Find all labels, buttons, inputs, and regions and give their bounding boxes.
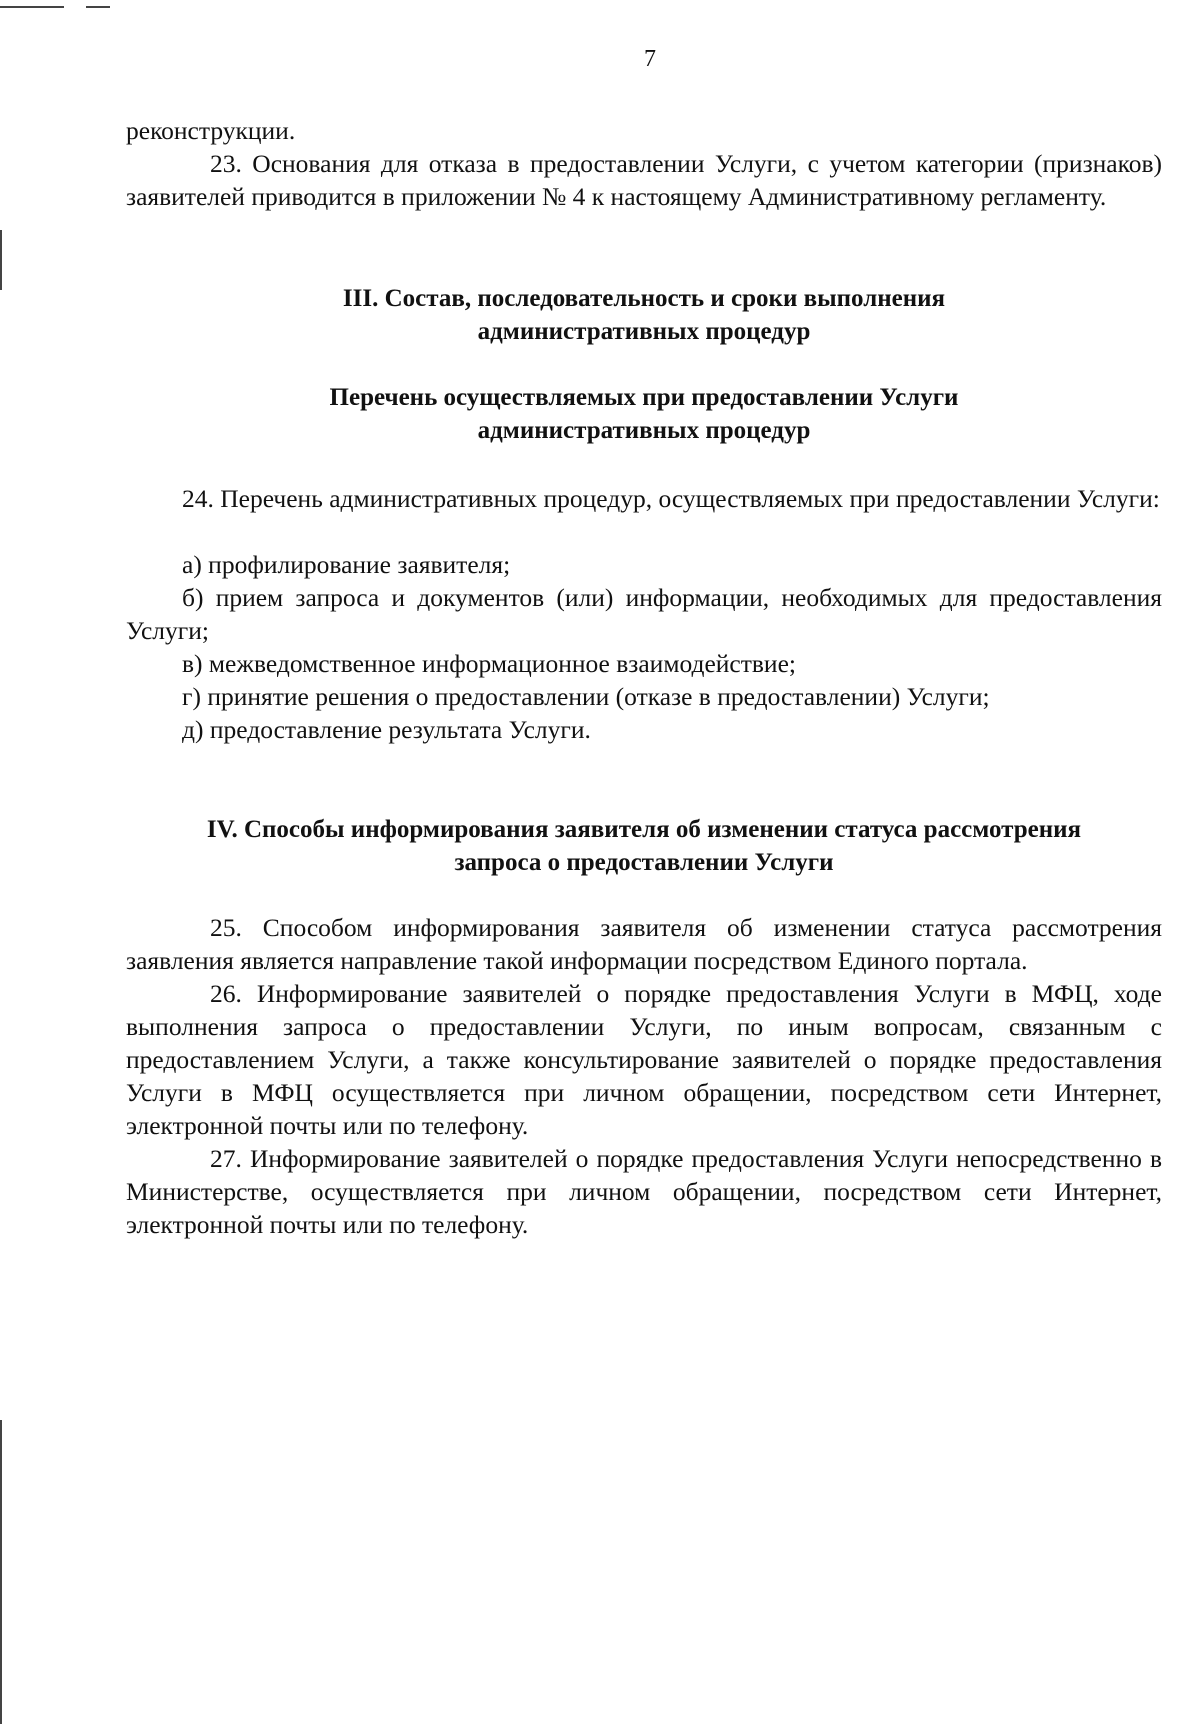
- section-4-title-line1: IV. Способы информирования заявителя об изменении статуса рассмотрения: [206, 816, 1082, 843]
- section-3-title-line2: административных процедур: [477, 318, 811, 345]
- paragraph-27: 27. Информирование заявителей о порядке предоставления Услуги непосредственно в Министерстве, осуществляется при личном обращении, посредством сети Интернет, электронной почты или по телефону.: [126, 1144, 1162, 1239]
- paragraph-25: 25. Способом информирования заявителя об изменении статуса рассмотрения заявления является направление такой информации посредством Единого портала.: [126, 913, 1162, 975]
- paragraph-continuation: реконструкции.: [126, 116, 296, 145]
- section-4-title-line2: запроса о предоставлении Услуги: [454, 849, 834, 876]
- page-number: 7: [644, 46, 656, 72]
- scan-artifact-rule: [0, 6, 64, 8]
- list-item: в) межведомственное информационное взаимодействие;: [182, 649, 796, 678]
- paragraph-26: 26. Информирование заявителей о порядке предоставления Услуги в МФЦ, ходе выполнения запроса о предоставлении Услуги, по иным вопросам, связанным с предоставлением Услуги, а также консультирование заявителей о порядке предоставления Услуги в МФЦ осуществляется при личном обращении, посредством сети Интернет, электронной почты или по телефону.: [126, 979, 1162, 1140]
- scan-artifact-rule: [86, 6, 110, 8]
- subsection-title-line2: административных процедур: [477, 417, 811, 444]
- section-4-title: [126, 813, 1162, 879]
- list-item: д) предоставление результата Услуги.: [182, 715, 591, 744]
- scan-artifact-edge: [0, 1420, 2, 1724]
- list-item: б) прием запроса и документов (или) информации, необходимых для предоставления Услуги;: [126, 583, 1162, 645]
- section-3-title: [126, 282, 1162, 348]
- paragraph-23: 23. Основания для отказа в предоставлении Услуги, с учетом категории (признаков) заявителей приводится в приложении № 4 к настоящему Административному регламенту.: [126, 149, 1162, 211]
- list-item: г) принятие решения о предоставлении (отказе в предоставлении) Услуги;: [182, 682, 990, 711]
- paragraph-24: 24. Перечень административных процедур, осуществляемых при предоставлении Услуги:: [182, 484, 1160, 513]
- subsection-title-line1: Перечень осуществляемых при предоставлении Услуги: [329, 384, 959, 411]
- list-item: а) профилирование заявителя;: [182, 550, 511, 579]
- scan-artifact-edge: [0, 230, 2, 290]
- section-3-title-line1: III. Состав, последовательность и сроки выполнения: [342, 285, 946, 312]
- subsection-title: [126, 381, 1162, 447]
